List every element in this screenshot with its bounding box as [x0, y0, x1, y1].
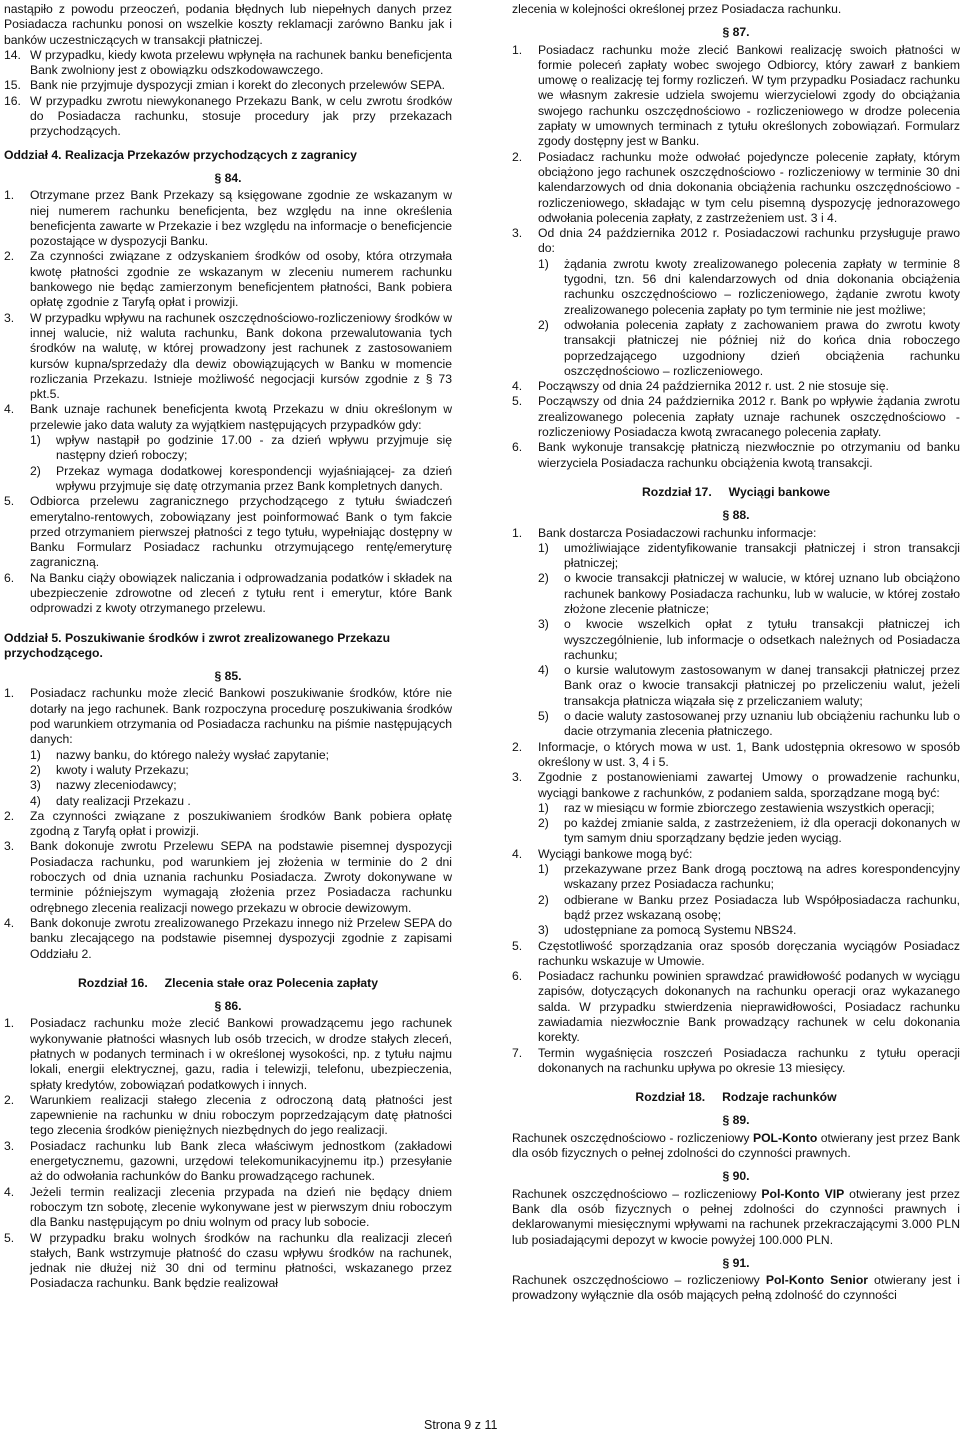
item-text: Jeżeli termin realizacji zlecenia przypada na dzień nie będący dniem roboczym tzn sobotę, zlecenie wykonywane jest w pierwszym dniu roboczym dla Banku następującym po dniu wolnym od pracy lub sobocie.: [30, 1184, 452, 1230]
item-number: 16.: [4, 93, 21, 108]
item-number: 4.: [4, 402, 15, 417]
sub-item: [512, 801, 960, 816]
item-text: Wyciągi bankowe mogą być:: [538, 846, 693, 861]
item-number: 5.: [4, 494, 15, 509]
item-number: 2): [538, 816, 549, 831]
item-text: Otrzymane przez Bank Przekazy są księgowane zgodnie ze wskazanym w niej numerem rachunku beneficjenta, bez względu na inne określenia beneficjenta zawarte w Przekazie i bez względu na informacje o beneficjencie pozostające w dyspozycji Banku.: [30, 188, 452, 249]
sub-item: [512, 923, 960, 938]
numbered-item: [512, 379, 960, 394]
sub-item: [4, 763, 452, 778]
numbered-item: [512, 740, 960, 771]
item-number: 1.: [4, 686, 15, 701]
spacer: [512, 471, 960, 477]
item-number: 4.: [512, 379, 523, 394]
item-text: odwołania polecenia zapłaty z zachowaniem prawa do zwrotu kwoty transakcji płatniczej nie później niż do końca dnia roboczego poprzedzającego uzgodniony dzień obciążenia rachunku oszczędnościowo – rozliczeniowego.: [564, 317, 960, 378]
item-text: raz w miesiącu w formie zbiorczego zestawienia wszystkich operacji;: [564, 800, 935, 815]
paragraph-number: § 90.: [722, 1169, 750, 1184]
item-number: 4.: [4, 915, 15, 930]
item-number: 1): [30, 433, 41, 448]
sub-item: [512, 257, 960, 318]
item-number: 2): [538, 317, 549, 332]
item-number: 1): [538, 862, 549, 877]
item-text: Posiadacz rachunku powinien sprawdzać prawidłowość podanych w wyciągu zapisów, dotyczących dokonanych na rachunku operacji oraz wykazanego salda. W przypadku stwierdzenia nieprawidłowości, Posiadacz rachunku zawiadamia niezwłocznie Bank prowadzący rachunek w celu dokonania korekty.: [538, 969, 960, 1045]
item-text: wpływ nastąpił po godzinie 17.00 - za dzień wpływu przyjmuje się następny dzień roboczy;: [56, 433, 452, 463]
numbered-item: [4, 48, 452, 79]
item-text: po każdej zmianie salda, z zastrzeżeniem, iż dla operacji dokonanych w tym samym dniu sporządzany będzie jeden wyciąg.: [564, 816, 960, 846]
item-text: przekazywane przez Bank drogą pocztową na adres korespondencyjny wskazany przez Posiadacza rachunku;: [564, 862, 960, 892]
item-text: Warunkiem realizacji stałego zlecenia z odroczoną datą płatności jest zapewnienie na rachunku w dniu roboczym poprzedzającym datę płatności tego zlecenia środków pieniężnych niezbędnych do jego realizacji.: [30, 1092, 452, 1138]
item-text: Zgodnie z postanowieniami zawartej Umowy o prowadzenie rachunku, wyciągi bankowe z rachunków, z podaniem salda, sporządzane mogą być:: [538, 770, 960, 800]
item-text: Bank nie przyjmuje dyspozycji zmian i korekt do zleconych przelewów SEPA.: [30, 78, 445, 93]
item-number: 3.: [4, 310, 15, 325]
item-number: 2.: [512, 739, 523, 754]
item-text: Za czynności związane z poszukiwaniem środków Bank pobiera opłatę zgodną z Taryfą opłat i prowizji.: [30, 808, 452, 839]
item-number: 2.: [4, 249, 15, 264]
numbered-item: [4, 188, 452, 249]
numbered-item: [4, 402, 452, 433]
item-number: 5.: [512, 938, 523, 953]
item-text: Bank dostarcza Posiadaczowi rachunku informacje:: [538, 525, 817, 540]
numbered-item: [4, 78, 452, 93]
item-number: 3.: [4, 839, 15, 854]
text-run: Rachunek oszczędnościowo – rozliczeniowy: [512, 1186, 762, 1201]
numbered-item: [4, 809, 452, 840]
item-number: 4): [538, 663, 549, 678]
numbered-item: [512, 847, 960, 862]
item-number: 1.: [4, 188, 15, 203]
item-text: Przekaz wymaga dodatkowej korespondencji wyjaśniającej- za dzień wpływu przyjmuje się datę otrzymania przez Bank kompletnych danych.: [56, 463, 452, 493]
sub-item: [4, 748, 452, 763]
account-name: Pol-Konto VIP: [761, 1186, 845, 1201]
paragraph-number: § 87.: [722, 25, 750, 40]
item-text: o kwocie transakcji płatniczej w walucie, w której uznano lub obciążono rachunek bankowy Posiadacza rachunku, lub w walucie, w której zostało złożone zlecenie płatnicze;: [564, 571, 960, 616]
sub-item: [512, 862, 960, 893]
sub-item: [512, 617, 960, 663]
item-number: 1.: [512, 42, 523, 57]
item-number: 3.: [512, 770, 523, 785]
item-text: nazwy zleceniodawcy;: [56, 778, 177, 793]
item-text: W przypadku braku wolnych środków na rachunku dla realizacji zleceń stałych, Bank wstrzymuje płatność do czasu wpływu środków na rachunek, jednak nie dłużej niż 30 dni od terminu płatności, wskazanego przez Posiadacza rachunku. Bank będzie realizował: [30, 1230, 452, 1291]
numbered-item: [512, 969, 960, 1045]
spacer: [512, 1076, 960, 1082]
sub-item: [512, 816, 960, 847]
item-number: 6.: [512, 440, 523, 455]
numbered-item: [512, 226, 960, 257]
numbered-item: [4, 1093, 452, 1139]
numbered-item: [4, 249, 452, 310]
spacer: [4, 617, 452, 623]
sub-item: [512, 318, 960, 379]
item-number: 3.: [512, 226, 523, 241]
item-number: 15.: [4, 78, 21, 93]
section-heading: Rozdział 16. Zlecenia stałe oraz Polecenia zapłaty: [77, 975, 379, 990]
numbered-item: [4, 839, 452, 915]
paragraph: nastąpiło z powodu przeoczeń, podania błędnych lub niepełnych danych przez Posiadacza rachunku ponosi on wszelkie koszty reklamacji zarówno Banku jak i banków uczestniczących w transakcji płatniczej.: [4, 2, 452, 47]
item-text: W przypadku wpływu na rachunek oszczędnościowo-rozliczeniowy środków w innej walucie, niż waluta rachunku, Bank dokona przewalutowania tych środków na walutę, w której prowadzony jest rachunek z zastosowaniem kursów kupna/sprzedaży dla dewiz obowiązujących w Banku w momencie rozliczania Przekazu. Istnieje możliwość negocjacji kursów zgodnie z § 73 pkt.5.: [30, 310, 452, 402]
item-number: 4): [30, 793, 41, 808]
item-number: 2.: [4, 1092, 15, 1107]
section-heading: Oddział 4. Realizacja Przekazów przychodzących z zagranicy: [4, 147, 357, 162]
item-number: 2): [30, 762, 41, 777]
item-text: Posiadacz rachunku lub Bank zleca właściwym jednostkom (zakładowi energetycznemu, gazowni, urzędowi telekomunikacyjnemu itp.) przesyłanie aż do odwołania rachunków do Banku prowadzącego rachunek.: [30, 1138, 452, 1184]
sub-item: [512, 663, 960, 709]
numbered-item: [4, 94, 452, 140]
item-text: Posiadacz rachunku może zlecić Bankowi realizację swoich płatności w formie poleceń zapłaty wobec swojego Odbiorcy, który zawarł z bankiem umowę o realizację tej formy rozliczeń. W tym przypadku Posiadacz rachunku we własnym zakresie udziela swojemu wierzycielowi zgody do obciążania swojego rachunku oszczędnościowo - rozliczeniowego w drodze polecenia zapłaty w umownych terminach z tytułu określonych zobowiązań. Formularz zgody dostępny jest w Banku.: [538, 42, 960, 149]
sub-item: [4, 794, 452, 809]
section-heading: Rozdział 18. Rodzaje rachunków: [635, 1090, 837, 1105]
numbered-item: [4, 311, 452, 403]
item-text: nazwy banku, do którego należy wysłać zapytanie;: [56, 747, 330, 762]
item-number: 5.: [512, 394, 523, 409]
text-run: otwierany jest i prowadzony wyłącznie dla osób mających pełną zdolność do czynności: [512, 1273, 960, 1303]
numbered-item: [512, 770, 960, 801]
item-number: 2.: [512, 149, 523, 164]
item-text: o kursie walutowym zastosowanym w danej transakcji płatniczej przez Bank oraz o kwocie transakcji płatniczej po przeliczeniu walut, jeżeli transakcja płatnicza wiązała się z przeliczaniem waluty;: [564, 663, 960, 708]
item-number: 2): [538, 892, 549, 907]
item-number: 7.: [512, 1045, 523, 1060]
item-text: W przypadku zwrotu niewykonanego Przekazu Bank, w celu zwrotu środków do Posiadacza rachunku, stosuje procedury jak przy przekazach przychodzących.: [30, 93, 452, 139]
paragraph-number: § 89.: [722, 1113, 750, 1128]
paragraph: [512, 1131, 960, 1162]
item-number: 1): [30, 747, 41, 762]
item-number: 5): [538, 709, 549, 724]
item-text: o kwocie wszelkich opłat z tytułu transakcji płatniczej ich wyszczególnienie, lub informacje o odsetkach należnych od Posiadacza rachunku;: [564, 617, 960, 662]
account-name: Pol-Konto Senior: [765, 1273, 869, 1288]
item-number: 6.: [512, 969, 523, 984]
paragraph: [512, 1273, 960, 1304]
sub-item: [512, 893, 960, 924]
item-text: Informacje, o których mowa w ust. 1, Bank udostępnia okresowo w sposób określony w ust. 3, 4 i 5.: [538, 739, 960, 769]
item-text: Posiadacz rachunku może zlecić Bankowi prowadzącemu jego rachunek wykonywanie płatności własnych lub osób trzecich, w drodze stałych zleceń, płatnych w podanych terminach i w określonej wysokości, np. z tytułu najmu lokali, energii elektrycznej, gazu, radia i telewizji, telefonu, ubezpieczenia, spłaty kredytów, zobowiązań podatkowych i innych.: [30, 1016, 452, 1092]
item-text: o dacie waluty zastosowanej przy uznaniu lub obciążeniu rachunku lub o dacie otrzymania zlecenia płatniczego.: [564, 709, 960, 739]
item-number: 1): [538, 800, 549, 815]
numbered-item: [4, 1185, 452, 1231]
numbered-item: [4, 494, 452, 570]
sub-item: [512, 709, 960, 740]
paragraph-number: § 91.: [722, 1255, 750, 1270]
item-text: Bank uznaje rachunek beneficjenta kwotą Przekazu w dniu określonym w przelewie jako data waluty za wyjątkiem następujących przypadków gdy:: [30, 402, 452, 432]
sub-item: [4, 464, 452, 495]
text-run: Rachunek oszczędnościowo - rozliczeniowy: [512, 1130, 753, 1145]
spacer: [4, 962, 452, 968]
sub-item: [512, 541, 960, 572]
paragraph-number: § 88.: [722, 508, 750, 523]
item-text: odbierane w Banku przez Posiadacza lub Współposiadacza rachunku, bądź przez wskazaną osobę;: [564, 892, 960, 922]
numbered-item: [4, 1139, 452, 1185]
item-text: Częstotliwość sporządzania oraz sposób doręczania wyciągów Posiadacz rachunku wskazuje w Umowie.: [538, 938, 960, 968]
numbered-item: [512, 1046, 960, 1077]
paragraph: [512, 1187, 960, 1248]
section-heading: Rozdział 17. Wyciągi bankowe: [641, 484, 831, 499]
paragraph-number: § 84.: [214, 170, 242, 185]
item-number: 3): [30, 778, 41, 793]
item-text: Od dnia 24 października 2012 r. Posiadaczowi rachunku przysługuje prawo do:: [538, 226, 960, 256]
item-text: Odbiorca przelewu zagranicznego przychodzącego z tytułu świadczeń emerytalno-rentowych, zobowiązany jest poinformować Bank o tym fakcie przed otrzymaniem pierwszej płatności z tego tytułu, wypełniając dostępny w Banku Formularz Posiadacz rachunku otrzymującego rentę/emeryturę zagraniczną.: [30, 494, 452, 570]
item-number: 1): [538, 540, 549, 555]
numbered-item: [4, 571, 452, 617]
item-number: 14.: [4, 47, 21, 62]
item-text: Bank dokonuje zwrotu zrealizowanego Przekazu innego niż Przelew SEPA do banku zlecającego na podstawie pisemnej dyspozycji zgodnie z zapisami Oddziału 2.: [30, 915, 452, 961]
numbered-item: [512, 440, 960, 471]
item-number: 4.: [512, 846, 523, 861]
text-run: Rachunek oszczędnościowo – rozliczeniowy: [512, 1273, 766, 1288]
numbered-item: [512, 394, 960, 440]
item-number: 5.: [4, 1230, 15, 1245]
item-number: 6.: [4, 570, 15, 585]
numbered-item: [4, 916, 452, 962]
numbered-item: [4, 1231, 452, 1292]
item-number: 3.: [4, 1138, 15, 1153]
item-text: udostępniane za pomocą Systemu NBS24.: [564, 923, 797, 938]
item-number: 1): [538, 256, 549, 271]
paragraph-number: § 85.: [214, 669, 242, 684]
text-run: otwierany jest przez Bank dla osób fizycznych o pełnej zdolności do czynności prawnych i deklarowanymi miesięcznymi wpływami na rachunek przekraczającymi 3.000 PLN lub posiadającymi depozyt w kwocie powyżej 100.000 PLN.: [512, 1186, 960, 1247]
item-number: 1.: [512, 525, 523, 540]
numbered-item: [512, 43, 960, 150]
item-text: Na Banku ciąży obowiązek naliczania i odprowadzania podatków i składek na ubezpieczenie zdrowotne od zleceń z tytułu rent i emerytur, które Bank odprowadzi z kwoty otrzymanego przelewu.: [30, 570, 452, 616]
sub-item: [512, 571, 960, 617]
item-text: żądania zwrotu kwoty zrealizowanego polecenia zapłaty w terminie 8 tygodni, tzn. 56 dni kalendarzowych od dnia dokonania obciążenia rachunku oszczędnościowo – rozliczeniowego, żądanie zwrotu kwoty zrealizowanego polecenia zapłaty po tym terminie nie jest możliwe;: [564, 256, 960, 317]
item-number: 4.: [4, 1184, 15, 1199]
item-text: Posiadacz rachunku może odwołać pojedyncze polecenie zapłaty, którym obciążono jego rachunek oszczędnościowo - rozliczeniowy w terminie 30 dni kalendarzowych od dnia dokonania obciążenia rachunku oszczędnościowo - rozliczeniowego, składając w tym celu pisemną dyspozycję jednorazowego odwołania polecenia zapłaty, z zastrzeżeniem ust. 3 i 4.: [538, 149, 960, 225]
item-text: W przypadku, kiedy kwota przelewu wpłynęła na rachunek banku beneficjenta Bank zwolniony jest z obowiązku odszkodowawczego.: [30, 47, 452, 78]
item-text: kwoty i waluty Przekazu;: [56, 762, 189, 777]
item-text: Bank wykonuje transakcję płatniczą niezwłocznie po otrzymaniu od banku wierzyciela Posiadacza rachunku obciążenia kwotą transakcji.: [538, 440, 960, 470]
item-number: 3): [538, 617, 549, 632]
item-number: 2.: [4, 808, 15, 823]
right-column: [512, 2, 960, 1304]
numbered-item: [4, 686, 452, 747]
item-text: daty realizacji Przekazu .: [56, 793, 191, 808]
item-number: 2): [538, 571, 549, 586]
item-number: 2): [30, 463, 41, 478]
section-heading: Oddział 5. Poszukiwanie środków i zwrot zrealizowanego Przekazu przychodzącego.: [4, 630, 394, 660]
left-column: [4, 2, 452, 1292]
numbered-item: [4, 1016, 452, 1092]
item-number: 3): [538, 923, 549, 938]
item-text: Termin wygaśnięcia roszczeń Posiadacza rachunku z tytułu operacji dokonanych na rachunku upływa po okresie 13 miesięcy.: [538, 1045, 960, 1075]
numbered-item: [512, 939, 960, 970]
sub-item: [4, 778, 452, 793]
item-text: Posiadacz rachunku może zlecić Bankowi poszukiwanie środków, które nie dotarły na jego rachunek. Bank rozpoczyna procedurę poszukiwania środków pod warunkiem otrzymania od Posiadacza rachunku na piśmie następujących danych:: [30, 686, 452, 747]
paragraph-number: § 86.: [214, 999, 242, 1014]
sub-item: [4, 433, 452, 464]
text-run: otwierany jest przez Bank dla osób fizycznych o pełnej zdolności do czynności prawnych.: [512, 1130, 960, 1161]
item-text: umożliwiające zidentyfikowanie transakcji płatniczej i stron transakcji płatniczej;: [564, 540, 960, 571]
item-number: 1.: [4, 1016, 15, 1031]
item-text: Począwszy od dnia 24 października 2012 r. ust. 2 nie stosuje się.: [538, 379, 889, 394]
item-text: Począwszy od dnia 24 października 2012 r. Bank po wpływie żądania zwrotu zrealizowanego polecenia zapłaty uznaje rachunek oszczędnościowo - rozliczeniowy Posiadacza kwotą zwracanego polecenia zapłaty.: [538, 394, 960, 440]
numbered-item: [512, 150, 960, 226]
numbered-item: [512, 526, 960, 541]
item-text: Bank dokonuje zwrotu Przelewu SEPA na podstawie pisemnej dyspozycji Posiadacza rachunku, pod warunkiem jej złożenia w terminie do 2 dni roboczych od dnia uznania rachunku Posiadacza. Zwroty dokonywane w terminie późniejszym wymagają złożenia przez Posiadacza rachunku odrębnego zlecenia realizacji nowego przekazu w obrocie dewizowym.: [30, 839, 452, 915]
paragraph: zlecenia w kolejności określonej przez Posiadacza rachunku.: [512, 2, 842, 16]
item-text: Za czynności związane z odzyskaniem środków od osoby, która otrzymała kwotę płatności zgodnie ze wskazanym w zleceniu numerem rachunku bankowego nie będąc zamierzonym beneficjentem płatności, Bank pobiera opłatę zgodnie z Taryfą opłat i prowizji.: [30, 249, 452, 310]
account-name: POL-Konto: [752, 1130, 818, 1145]
page-footer: Strona 9 z 11: [424, 1418, 498, 1432]
